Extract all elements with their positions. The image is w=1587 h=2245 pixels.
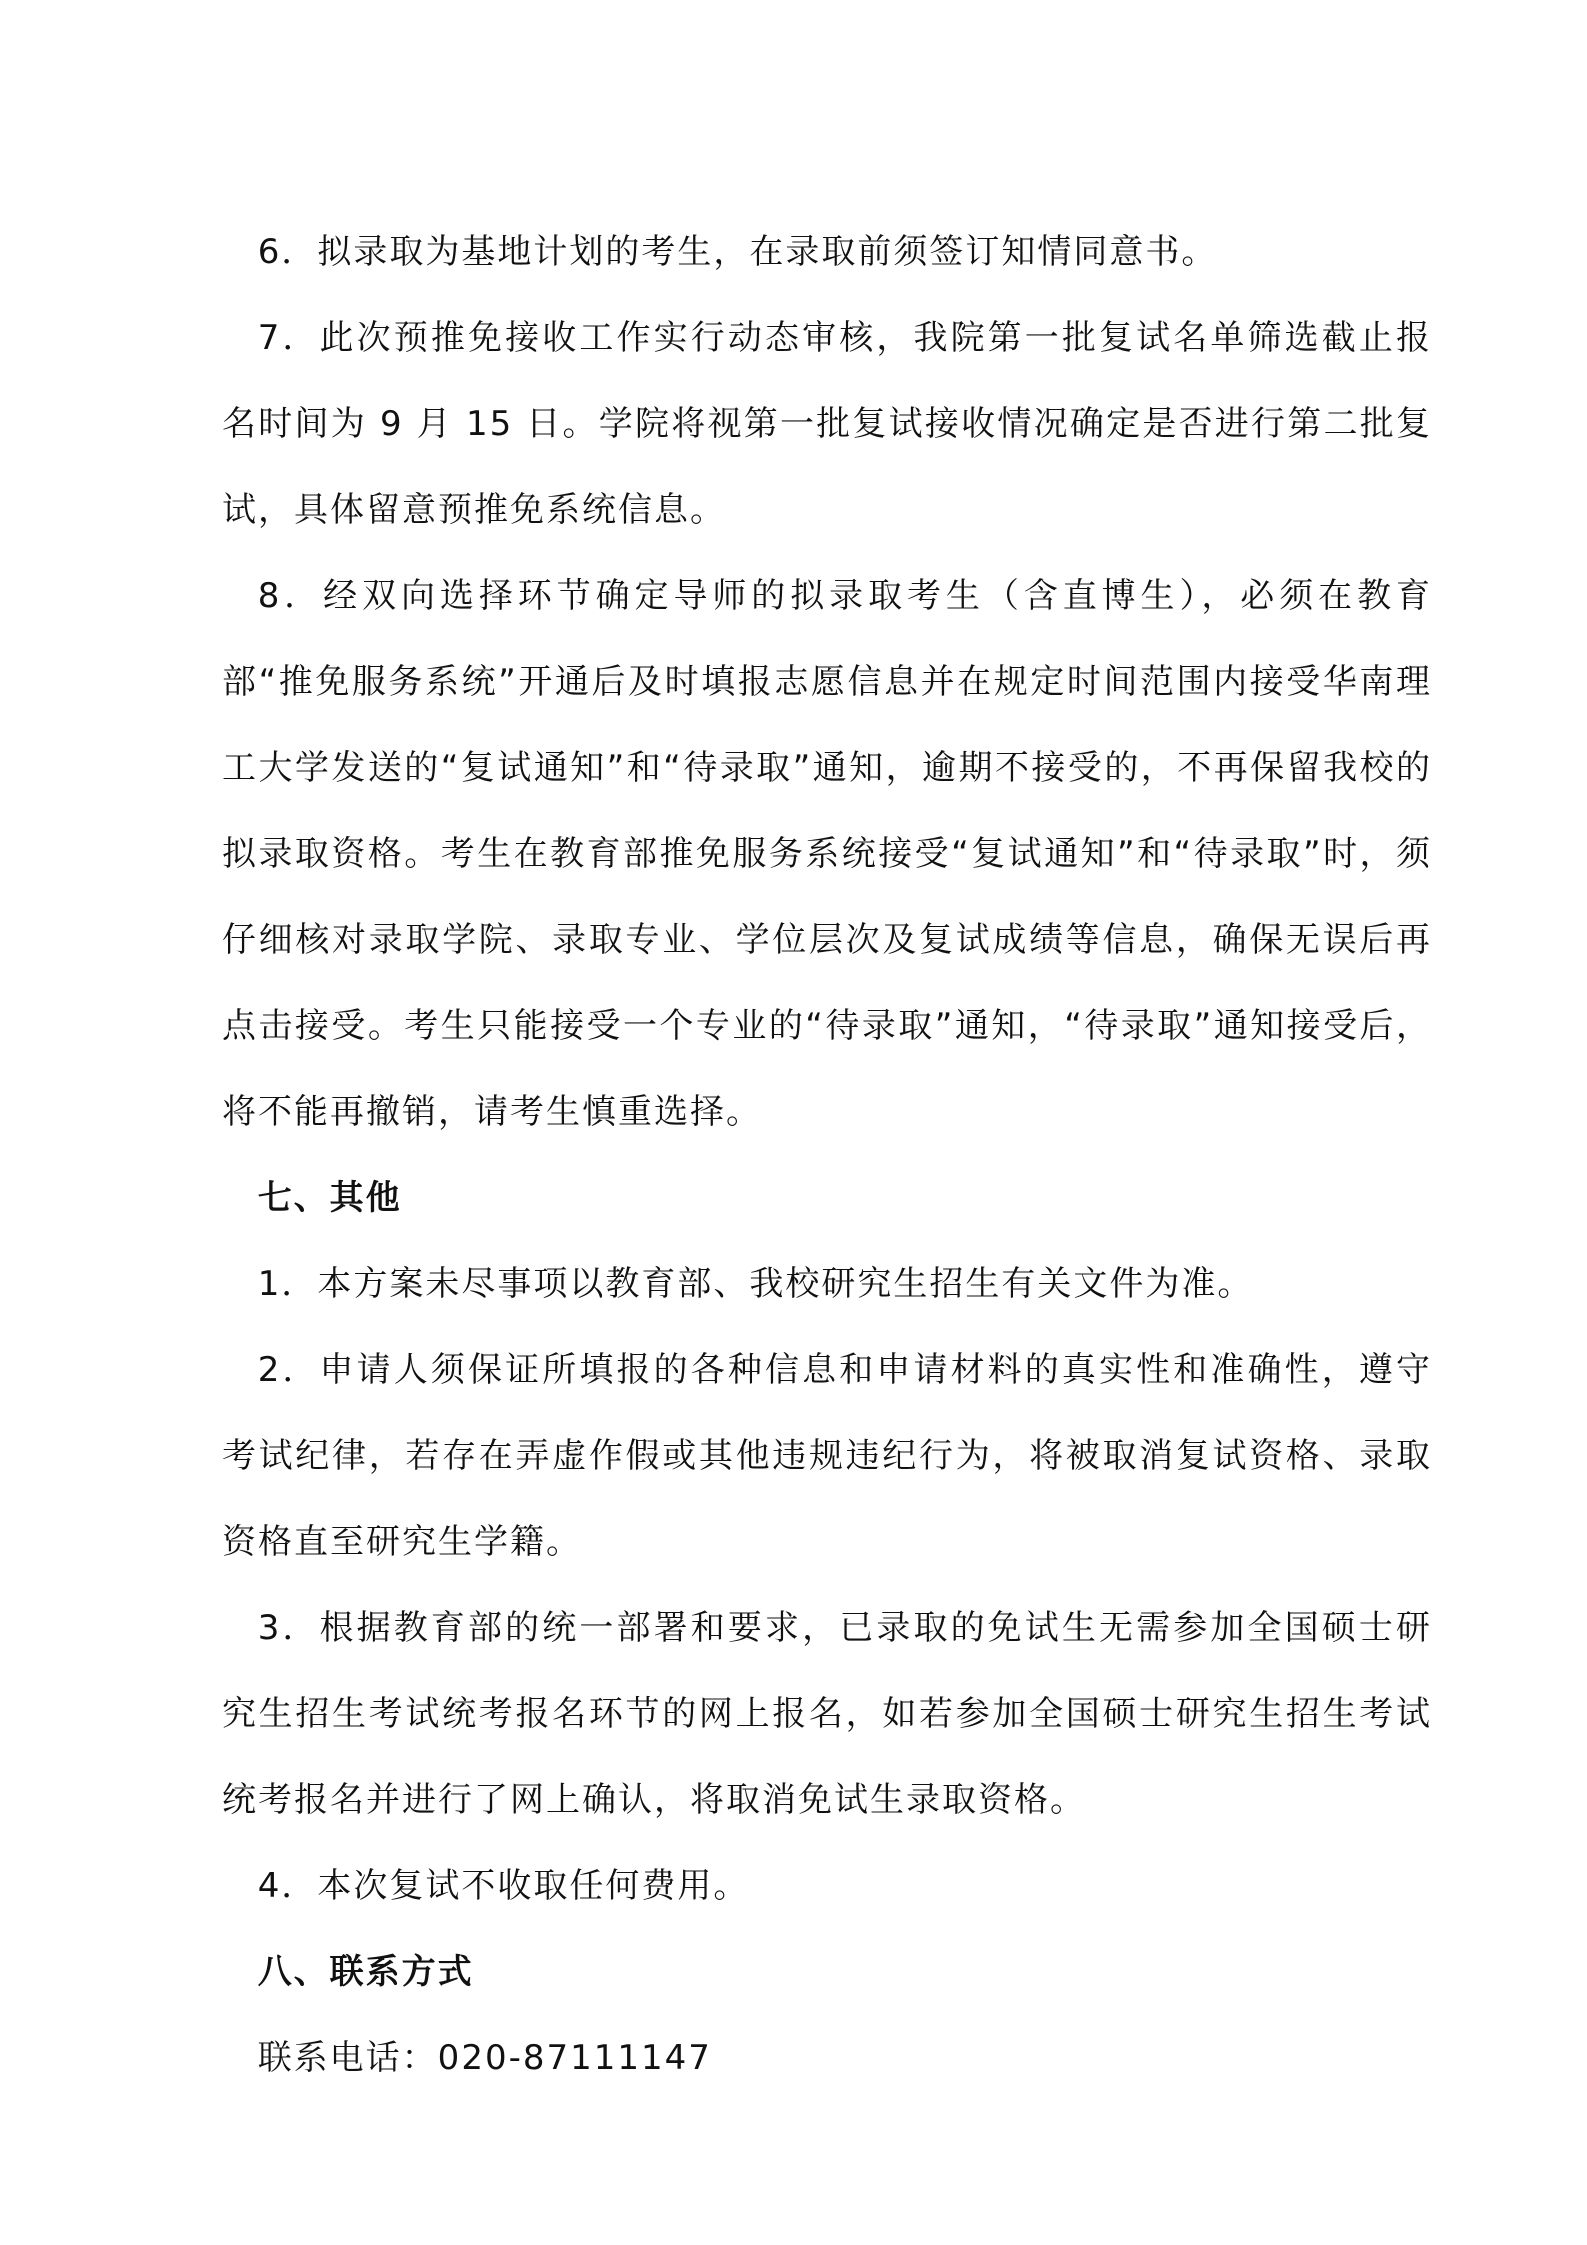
item-7-paragraph: 7．此次预推免接收工作实行动态审核，我院第一批复试名单筛选截止报名时间为 9 月 15 日。学院将视第一批复试接收情况确定是否进行第二批复试，具体留意预推免系统信息。 bbox=[222, 318, 1432, 530]
other-item-3-paragraph: 3．根据教育部的统一部署和要求，已录取的免试生无需参加全国硕士研究生招生考试统考报名环节的网上报名，如若参加全国硕士研究生招生考试统考报名并进行了网上确认，将取消免试生录取资格。 bbox=[222, 1608, 1432, 1820]
contact-phone: 联系电话：020-87111147 bbox=[257, 2038, 712, 2078]
other-item-1-paragraph: 1．本方案未尽事项以教育部、我校研究生招生有关文件为准。 bbox=[257, 1264, 1254, 1304]
item-8-paragraph: 8．经双向选择环节确定导师的拟录取考生（含直博生），必须在教育部“推免服务系统”开通后及时填报志愿信息并在规定时间范围内接受华南理工大学发送的“复试通知”和“待录取”通知，逾期不接受的，不再保留我校的拟录取资格。考生在教育部推免服务系统接受“复试通知”和“待录取”时，须仔细核对录取学院、录取专业、学位层次及复试成绩等信息，确保无误后再点击接受。考生只能接受一个专业的“待录取”通知，“待录取”通知接受后，将不能再撤销，请考生慎重选择。 bbox=[222, 576, 1432, 1132]
document-body bbox=[222, 209, 1432, 2101]
other-item-4-paragraph: 4．本次复试不收取任何费用。 bbox=[257, 1866, 750, 1906]
section-seven-heading: 七、其他 bbox=[257, 1178, 402, 1218]
item-6-paragraph: 6．拟录取为基地计划的考生，在录取前须签订知情同意书。 bbox=[257, 232, 1218, 272]
other-item-2-paragraph: 2．申请人须保证所填报的各种信息和申请材料的真实性和准确性，遵守考试纪律，若存在弄虚作假或其他违规违纪行为，将被取消复试资格、录取资格直至研究生学籍。 bbox=[222, 1350, 1432, 1562]
section-eight-heading: 八、联系方式 bbox=[257, 1952, 474, 1992]
